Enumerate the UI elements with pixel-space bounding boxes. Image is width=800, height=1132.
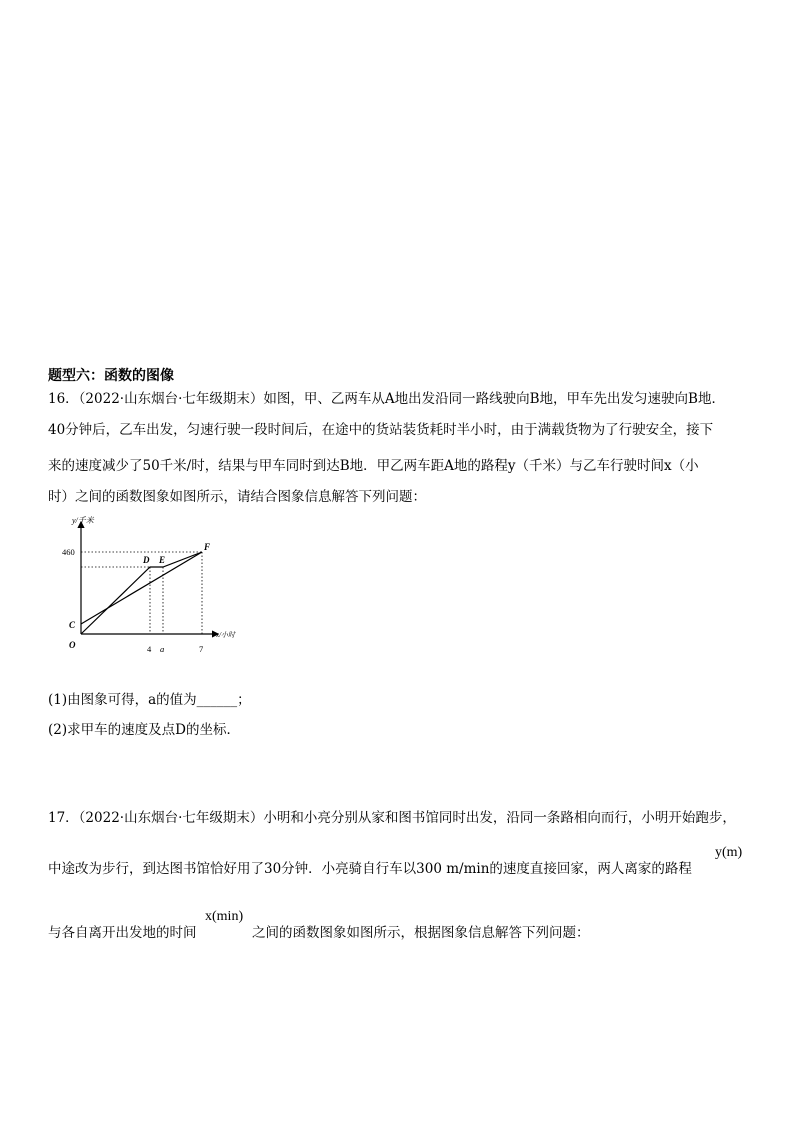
y-tick-460: 460 bbox=[62, 547, 75, 557]
line-yi bbox=[81, 552, 202, 634]
point-label-e: E bbox=[159, 555, 166, 565]
q16-line-2: 40分钟后，乙车出发，匀速行驶一段时间后，在途中的货站装货耗时半小时，由于满载货物为了行驶安全，接下 bbox=[48, 422, 714, 438]
q16-part-1: (1)由图象可得，a的值为______； bbox=[48, 692, 251, 708]
point-label-c: C bbox=[69, 620, 76, 630]
q17-line-3a: 与各自离开出发地的时间 bbox=[48, 925, 197, 941]
x-axis-label: x/小时 bbox=[216, 631, 236, 639]
var-x: x(min) bbox=[205, 909, 244, 924]
line-jia bbox=[81, 552, 202, 624]
q16-graph bbox=[48, 512, 258, 666]
x-tick-4: 4 bbox=[147, 644, 152, 654]
q17-line-2: 中途改为步行，到达图书馆恰好用了30分钟．小亮骑自行车以300 m/min的速度直接回家，两人离家的路程 bbox=[48, 861, 692, 877]
var-y: y(m) bbox=[715, 845, 743, 860]
y-axis-label: y/千米 bbox=[72, 516, 94, 525]
q16-line-4: 时）之间的函数图象如图所示，请结合图象信息解答下列问题： bbox=[48, 489, 426, 505]
point-label-f: F bbox=[204, 542, 211, 552]
q16-line-1: 16．（2022·山东烟台·七年级期末）如图，甲、乙两车从A地出发沿同一路线驶向B地，甲车先出发匀速驶向B地． bbox=[48, 391, 725, 407]
q16-line-3: 来的速度减少了50千米/时，结果与甲车同时到达B地．甲乙两车距A地的路程y（千米）与乙车行驶时间x（小 bbox=[48, 458, 699, 474]
point-label-o: O bbox=[69, 640, 76, 650]
q17-line-1: 17．（2022·山东烟台·七年级期末）小明和小亮分别从家和图书馆同时出发，沿同一条路相向而行，小明开始跑步， bbox=[48, 810, 736, 826]
x-tick-a: a bbox=[160, 644, 165, 654]
x-tick-7: 7 bbox=[199, 644, 204, 654]
point-label-d: D bbox=[143, 555, 150, 565]
section-heading: 题型六：函数的图像 bbox=[48, 368, 174, 384]
q16-part-2: (2)求甲车的速度及点D的坐标． bbox=[48, 722, 240, 738]
q17-line-3b: 之间的函数图象如图所示，根据图象信息解答下列问题： bbox=[252, 925, 590, 941]
